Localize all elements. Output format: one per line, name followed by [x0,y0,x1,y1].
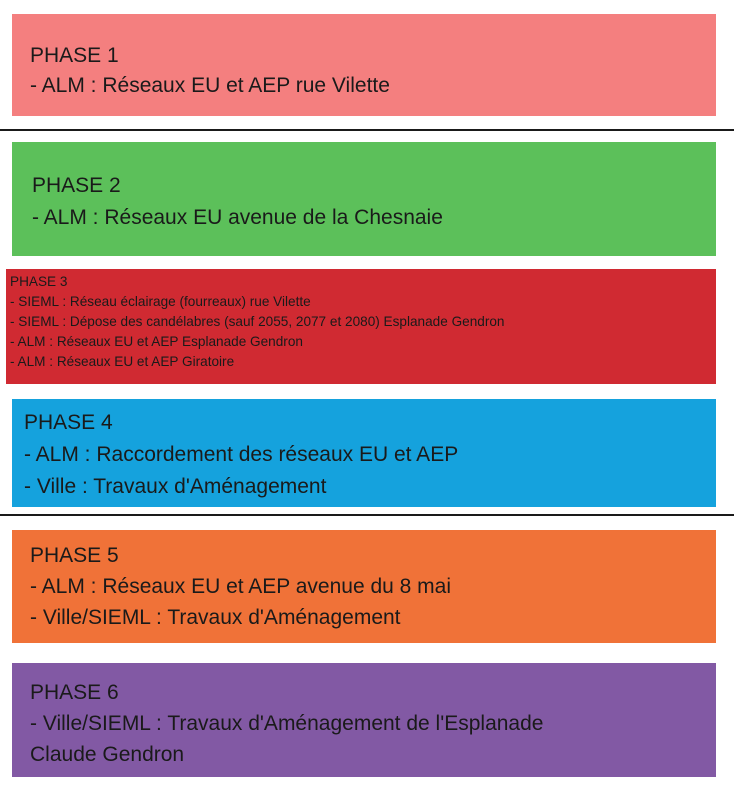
phase-5-box [12,530,716,643]
phase-task: - ALM : Réseaux EU et AEP rue Vilette [30,74,390,97]
phase-1-box [12,14,716,116]
phase-task: - ALM : Réseaux EU et AEP avenue du 8 mai [30,575,452,598]
phase-title: PHASE 6 [30,681,119,704]
divider-line [0,129,734,131]
phase-title: PHASE 2 [32,174,121,197]
phase-task: - Ville : Travaux d'Aménagement [24,475,327,498]
phase-task: - ALM : Réseaux EU et AEP Giratoire [10,354,235,369]
phase-task: Claude Gendron [30,743,185,766]
phase-4-box [12,399,716,507]
phase-6-box [12,663,716,777]
phase-title: PHASE 1 [30,44,119,67]
phase-3-box [6,269,716,384]
divider-line [0,514,734,516]
phase-task: - ALM : Réseaux EU et AEP Esplanade Gendron [10,334,303,349]
phase-task: - SIEML : Réseau éclairage (fourreaux) rue Vilette [10,294,311,309]
phase-title: PHASE 5 [30,544,119,567]
phase-task: - SIEML : Dépose des candélabres (sauf 2055, 2077 et 2080) Esplanade Gendron [10,314,505,329]
phase-task: - Ville/SIEML : Travaux d'Aménagement de l'Esplanade [30,712,544,735]
phase-task: - ALM : Raccordement des réseaux EU et AEP [24,443,459,466]
phase-title: PHASE 3 [10,274,68,289]
phase-title: PHASE 4 [24,411,113,434]
phase-2-box [12,142,716,256]
phase-task: - Ville/SIEML : Travaux d'Aménagement [30,606,401,629]
phase-task: - ALM : Réseaux EU avenue de la Chesnaie [32,206,443,229]
